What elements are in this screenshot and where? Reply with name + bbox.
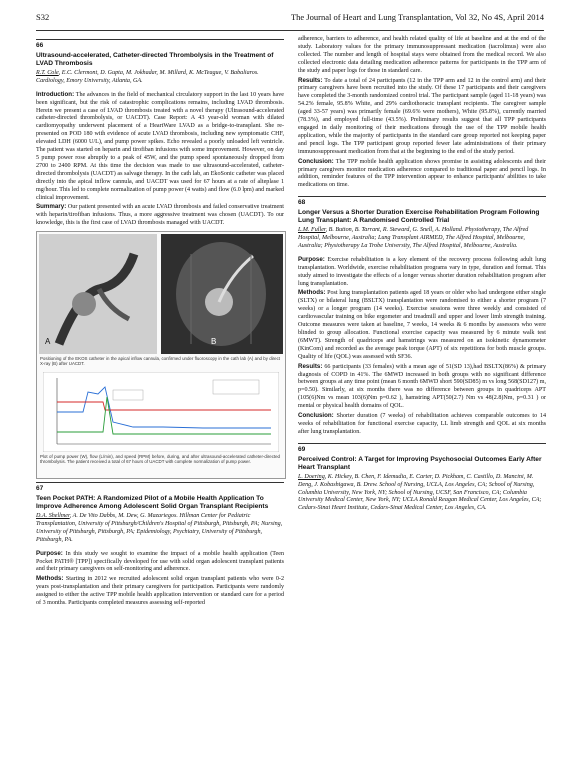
abstract-authors: [298, 474, 546, 514]
section-text: The advances in the field of mechanical circulatory support in the last 10 years have been significant, but the risk of catastrophic complications remains, including LVAD thrombosis. Herein we present a case of LVAD thrombosis treated with a novel therapy (Ultrasound-accelerated catheter-directed thrombolysis, or UACDT). Case Report: A 43 year-old woman with dilated cardiomyopathy underwent placement of a HeartWare LVAD as a bridge-to-transplant. She re-presented on POD 180 with evidence of acute LVAD thrombosis, including new symptomatic CHF, elevated LDH (6000 U/L), and pump power spikes. Echo revealed a poorly unloaded left ventricle. The patient was started on heparin and tirofiban infusions with some improvement. However, on day 5 pump power rose abruptly to a peak of 45W, and the pump speed spontaneously dropped from 2700 to 2400 RPM. At this time the decision was made to use ultrasound-accelerated, catheter-directed thrombolysis (UACDT) as salvage therapy. In the cath lab, an EkoSonic catheter was placed directly into the apical inflow cannula, and UACDT was used for 67 hours at a rate of alteplase 1 mg/hour. This led to complete normalization of pump power (4 watts) and flow (6.0 lpm) and marked clinical improvement.: [36, 91, 284, 201]
section-heading: Purpose:: [298, 255, 325, 263]
abstract-number: 66: [36, 39, 284, 50]
presenting-author: R.T. Cole: [36, 69, 59, 76]
abstract-figure: [36, 231, 286, 479]
section-heading: Conclusion:: [298, 157, 334, 165]
section-text: Starting in 2012 we recruited adolescent solid organ transplant patients who were 0-2 years post-transplantation and their primary caregivers for participation. Participants were randomly assigned to either the active TPP mobile health application intervention or standard care for a period of 3 months. Participants completed measures assessing self-reported: [36, 576, 284, 607]
section-text: To date a total of 24 participants (12 in the TPP arm and 12 in the control arm) and their primary caregivers have been recruited into the study. Of these 17 participants and their caregivers have completed the 3-month randomized control trial. The participant sample (aged 11-18 years) was 54.2% female, 95.8% White, and 29% cardiothoracic transplant recipients. The caregiver sample (aged 33-57 years) was primarily female (69.6% were mothers), White (95.8%), currently married (78.3%), and employed full-time (43.5%). Preliminary results suggest that all TPP participants engaged in daily monitoring of their medications through the use of the TPP mobile health application, while the majority of participants in the standard care group reported not keeping paper and pencil logs. The TPP participant group reported fewer late administrations of their primary immunosuppressant medication from that at the beginning to the end of the study period.: [298, 77, 546, 155]
continued-paragraph: adherence, barriers to adherence, and health related quality of life at baseline and at the end of the study. Laboratory values for the primary immunosuppressant medication (tacrolimus) were also collected. The number and length of hospital stays were obtained from the medical record. We also collected electronic data detailing medication adherence patterns for participants in the TPP arm of the study and paper logs for those in standard care.: [298, 36, 546, 74]
section-heading: Results:: [298, 76, 323, 84]
author-list: , E.C. Clermont, D. Gupta, M. Jokhadar, M. Millard, K. McTeague, V. Babaliaros. Cardiology, Emory University, Atlanta, GA.: [36, 69, 259, 84]
running-header: [36, 12, 544, 26]
left-column: [36, 36, 284, 609]
figure-caption-2: Plot of pump power (W), flow (L/min), and speed (RPM) before, during, and after ultrasound-accelerated catheter-directed thrombolysis. The patient received a total of 67 hours of UACDT with complete normalization of pump power.: [40, 454, 280, 465]
intro-paragraph: [36, 91, 284, 203]
figure-caption-1: Positioning of the EKOS catheter in the apical inflow cannula, confirmed under fluoroscopy in the cath lab (A) and by direct X-ray (B) after UACDT.: [40, 356, 280, 367]
section-heading: Results:: [298, 362, 323, 370]
section-text: 66 participants (33 females) with a mean age of 51(SD 13),had BSLTX(86%) & primary diagnosis of COPD in 41%. The 6MWD increased in both groups with no significant difference between groups at any time point (mean 6 month 6MWD short 590(SD85) m vs long 568(SD127) m, p=0.50). Similarly, at six months there was no difference between groups in quadriceps APT (105(6)Nm vs mean 103(6)Nm p=0.62 ), hamstring APT(50(2.7) Nm vs 48(2.8)Nm, p=0.31 ) or mental or physical health domains of QOL.: [298, 363, 546, 410]
author-list: , A. De Vito Dabbs, M. Dew, G. Mazariegos. Hillman Center for Pediatric Transplantation, University of Pittsburgh/Children's Hospital of Pittsburgh, Pittsburgh, PA; Nursing, University of Pittsburgh, Pittsburgh, PA; Epidemiology, Psychiatry, University of Pittsburgh, Pittsburgh, PA.: [36, 513, 283, 543]
abstract-authors: [298, 227, 546, 251]
section-text: Shorter duration (7 weeks) of rehabilitation achieves comparable outcomes to 14 weeks of rehabilitation for functional exercise capacity, LL limb strength and QOL at six months after lung transplantation.: [298, 413, 546, 435]
section-heading: Conclusion:: [298, 412, 334, 420]
section-text: The TPP mobile health application shows promise in assisting adolescents and their primary caregivers monitor medication adherence compared to traditional paper and pencil logs. In addition, reminder features of the TPP intervention appear to enhance participants' abilities to take medications on time.: [298, 158, 546, 189]
fluoroscopy-image: [39, 234, 157, 354]
purpose-paragraph: [298, 256, 546, 289]
presenting-author: L. Doering: [298, 473, 325, 480]
presenting-author: L.M. Fuller: [298, 227, 326, 234]
section-heading: Purpose:: [36, 549, 63, 557]
section-heading: Methods:: [36, 575, 64, 583]
pump-parameter-chart: [43, 372, 279, 452]
abstract-authors: [36, 513, 284, 545]
abstract-title: Longer Versus a Shorter Duration Exercise Rehabilitation Program Following Lung Transplant: A Randomised Controlled Trial: [298, 209, 540, 225]
right-column: [298, 36, 546, 518]
section-heading: Summary:: [36, 203, 67, 211]
section-text: Exercise rehabilitation is a key element of the recovery process following adult lung transplantation. Worldwide, exercise rehabilitation programs vary in type, duration and format. This study aimed to investigate the effects of a longer versus shorter duration rehabilitation program after lung transplantation.: [298, 256, 546, 287]
conclusion-paragraph: [298, 412, 546, 437]
results-paragraph: [298, 363, 546, 411]
abstract-number: 68: [298, 196, 546, 207]
abstract-number: 67: [36, 482, 284, 493]
author-list: , K. Hickey, B. Chen, F. Idemudia, E. Carter, D. Pickham, C. Castillo, D. Mancini, M. Deng, J. Kobashigawa, B. Drew. School of Nursing, UCLA, Los Angeles, CA; School of Nursing, Columbia University, New York, NY; School of Nursing, UCSF, San Francisco, CA; Columbia University Medical Center, New York, NY; UCLA Ronald Reagan Medical Center, Los Angeles, CA; Cedars-Sinai Heart Institute, Cedars-Sinai Medical Center, Los Angeles, CA.: [298, 473, 542, 512]
page-number: S32: [36, 12, 50, 22]
xray-illustration: [161, 234, 283, 354]
section-heading: Methods:: [298, 289, 326, 297]
xray-image: [161, 234, 283, 354]
results-paragraph: [298, 77, 546, 157]
section-text: Our patient presented with an acute LVAD thrombosis and failed conservative treatment with heparin/tirofiban infusions. Thus, a more aggressive treatment was chosen (UACDT). To our knowledge, this is the first case of LVAD thrombosis managed with UACDT.: [36, 204, 284, 227]
conclusion-paragraph: [298, 158, 546, 191]
abstract-title: Perceived Control: A Target for Improving Psychosocial Outcomes Early After Heart Transplant: [298, 455, 542, 471]
methods-paragraph: [36, 575, 284, 608]
figure-label-b: B: [211, 337, 217, 347]
purpose-paragraph: [36, 550, 284, 575]
section-text: Post lung transplantation patients aged 18 years or older who had undergone either single (SLTX) or bilateral lung (BSLTX) transplantation were randomised to either a shorter program (7 weeks) or a longer program (14 weeks). Exercise sessions were three weekly and consisted of cardiovascular training on bike ergometer and treadmill and upper and lower limb strength training. Outcome measures were taken at baseline, 7 weeks, 14 weeks & 6 months by assessors who were blinded to group allocation. Functional exercise capacity was measured by 6 minute walk test (6MWT). Strength of quadriceps and hamstrings was measured on an isokinetic dynamometer (KinCom) and recorded as the average peak torque (APT) of six repetitions for both muscle groups. Quality of life (QOL) was assessed with SF36.: [298, 290, 546, 360]
section-text: In this study we sought to examine the impact of a mobile health application (Teen Pocket PATH® [TPP]) specifically developed for use with solid organ adolescent transplant patients and their primary caregivers on self-monitoring and adherence.: [36, 550, 284, 573]
author-list: , B. Button, B. Tarrant, R. Steward, G. Snell, A. Holland. Physiotherapy, The Alfred Hospital, Melbourne, Australia; Lung Transplant AIRMED, The Alfred Hospital, Melbourne, Australia; Physiotherapy La Trobe University, The Alfred Hospital, Melbourne, Australia.: [298, 227, 529, 249]
figure-label-a: A: [45, 337, 51, 347]
abstract-number: 69: [298, 443, 546, 454]
abstract-title: Ultrasound-accelerated, Catheter-directed Thrombolysis in the Treatment of LVAD Thrombosis: [36, 51, 274, 67]
header-rule: [36, 30, 544, 31]
section-heading: Introduction:: [36, 90, 75, 98]
presenting-author: D.A. Shellmer: [36, 513, 70, 520]
abstract-title: Teen Pocket PATH: A Randomized Pilot of a Mobile Health Application To Improve Adherence Among Adolescent Solid Organ Transplant Recipients: [36, 495, 269, 511]
fluoroscopy-illustration: [39, 234, 157, 354]
summary-paragraph: [36, 203, 284, 228]
abstract-authors: [36, 70, 284, 86]
journal-citation: The Journal of Heart and Lung Transplantation, Vol 32, No 4S, April 2014: [290, 12, 544, 22]
methods-paragraph: [298, 289, 546, 361]
